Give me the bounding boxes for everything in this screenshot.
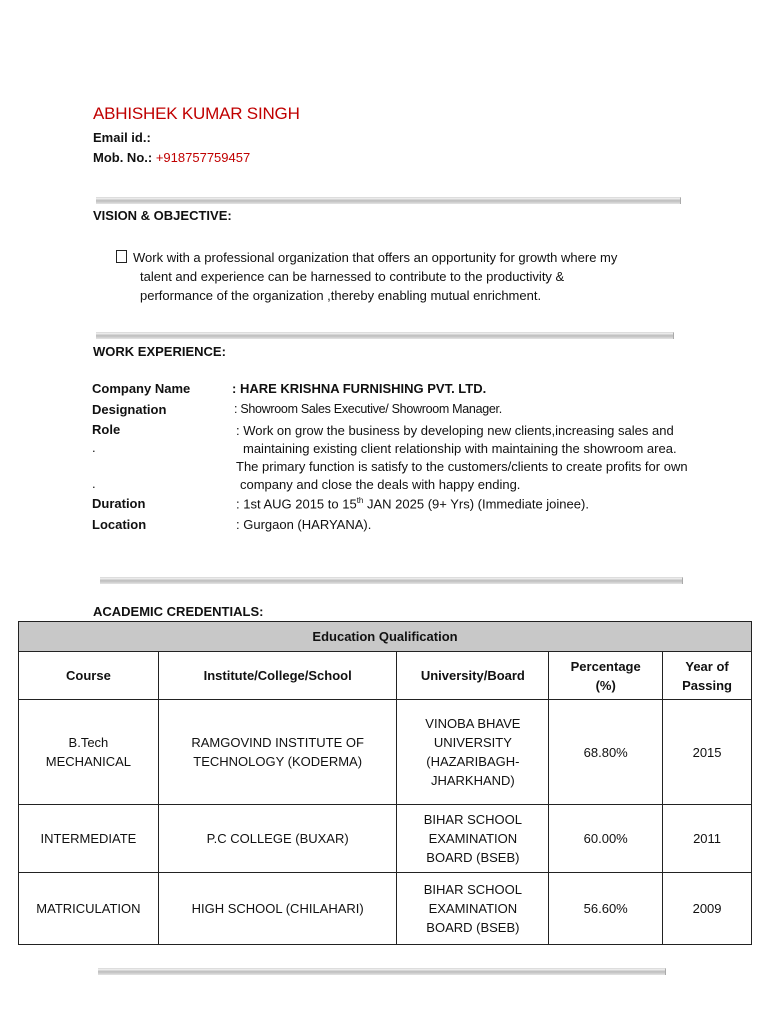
table-caption-row	[19, 622, 752, 652]
role-line: The primary function is satisfy to the customers/clients to create profits for own	[236, 459, 688, 474]
column-header-board: University/Board	[397, 652, 549, 700]
cell-percentage: 68.80%	[549, 700, 663, 805]
location-value: : Gurgaon (HARYANA).	[236, 517, 372, 532]
role-description	[236, 422, 688, 494]
table-row	[19, 700, 752, 805]
experience-heading: WORK EXPERIENCE:	[93, 344, 226, 359]
dot-mark: .	[92, 440, 96, 455]
table-row	[19, 805, 752, 873]
cell-board: VINOBA BHAVE UNIVERSITY (HAZARIBAGH- JHARKHAND)	[397, 700, 549, 805]
cell-board: BIHAR SCHOOL EXAMINATION BOARD (BSEB)	[397, 805, 549, 873]
section-divider	[96, 332, 674, 339]
role-label: Role	[92, 422, 121, 437]
section-divider	[98, 968, 666, 975]
column-header-percentage: Percentage (%)	[549, 652, 663, 700]
table-caption: Education Qualification	[19, 622, 752, 652]
cell-board: BIHAR SCHOOL EXAMINATION BOARD (BSEB)	[397, 873, 549, 945]
table-row	[19, 873, 752, 945]
column-header-year: Year of Passing	[663, 652, 752, 700]
objective-heading: VISION & OBJECTIVE:	[93, 208, 232, 223]
role-line: : Work on grow the business by developing new clients,increasing sales and	[236, 423, 674, 438]
company-label: Company Name	[92, 381, 191, 396]
objective-line: performance of the organization ,thereby enabling mutual enrichment.	[140, 288, 542, 303]
table-header-row	[19, 652, 752, 700]
role-line: maintaining existing client relationship with maintaining the showroom area.	[243, 441, 677, 456]
objective-line: talent and experience can be harnessed to contribute to the productivity &	[140, 269, 565, 284]
cell-percentage: 60.00%	[549, 805, 663, 873]
cell-year: 2015	[663, 700, 752, 805]
cell-year: 2011	[663, 805, 752, 873]
cell-percentage: 56.60%	[549, 873, 663, 945]
cell-institute: RAMGOVIND INSTITUTE OF TECHNOLOGY (KODERMA)	[158, 700, 397, 805]
location-label: Location	[92, 517, 147, 532]
column-header-course: Course	[19, 652, 159, 700]
objective-line: Work with a professional organization that offers an opportunity for growth where my	[116, 248, 617, 267]
mobile-value: +918757759457	[155, 150, 251, 165]
section-divider	[100, 577, 683, 584]
company-value: : HARE KRISHNA FURNISHING PVT. LTD.	[232, 381, 487, 396]
candidate-name: ABHISHEK KUMAR SINGH	[93, 104, 300, 123]
duration-label: Duration	[92, 496, 146, 511]
dot-mark: .	[92, 476, 96, 491]
role-line: company and close the deals with happy ending.	[240, 477, 521, 492]
cell-course: INTERMEDIATE	[19, 805, 159, 873]
cell-institute: HIGH SCHOOL (CHILAHARI)	[158, 873, 397, 945]
objective-paragraph	[116, 248, 617, 305]
academics-heading: ACADEMIC CREDENTIALS:	[93, 604, 264, 619]
section-divider	[96, 197, 681, 204]
checkbox-icon	[116, 250, 127, 263]
duration-value: : 1st AUG 2015 to 15th JAN 2025 (9+ Yrs) (Immediate joinee).	[236, 496, 589, 512]
mobile-label: Mob. No.:	[93, 150, 153, 165]
designation-label: Designation	[92, 402, 167, 417]
cell-course: MATRICULATION	[19, 873, 159, 945]
email-label: Email id.:	[93, 130, 151, 145]
education-table	[18, 621, 752, 945]
mobile-line	[93, 150, 250, 165]
cell-institute: P.C COLLEGE (BUXAR)	[158, 805, 397, 873]
cell-year: 2009	[663, 873, 752, 945]
email-line	[93, 130, 151, 145]
designation-value: : Showroom Sales Executive/ Showroom Manager.	[234, 402, 502, 416]
column-header-institute: Institute/College/School	[158, 652, 397, 700]
cell-course: B.Tech MECHANICAL	[19, 700, 159, 805]
